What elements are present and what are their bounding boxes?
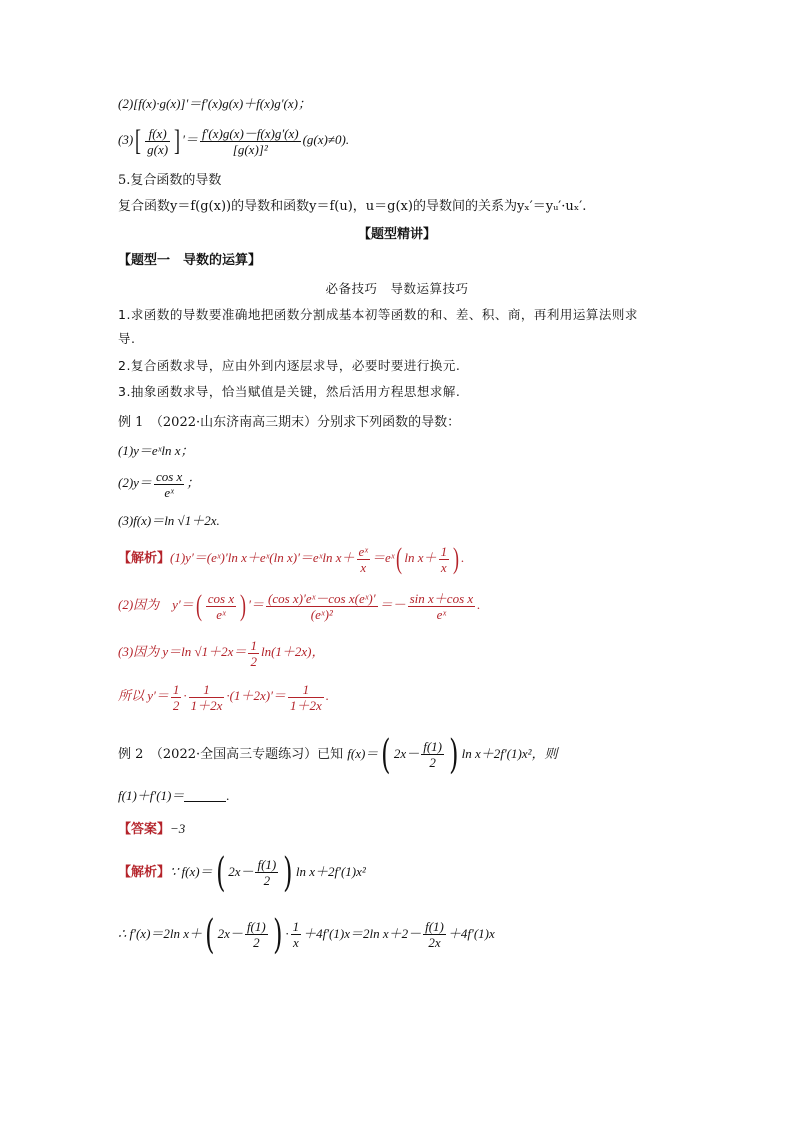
derivative-rule-quotient: (3)[ $\frac{f(x)}{g(x)}$ ] ′＝ $\frac{f'(x)g(x)-f(x)g'(x)}{\text{[g(x)]²}}$ (g(x)≠0). [118,124,350,158]
example1-q3: (3)f(x)＝ln √1＋2x. [118,513,220,528]
example2-solution-2: ∴ f′(x)＝2ln x＋( 2x－ $\frac{f(1)}{2}$ ) · $\frac{1}{x}$ ＋4f′(1)x＝2ln x＋2－ $\frac{f(1)}{2x}$ ＋4f′(1)x [118,911,495,958]
example2-intro: 例 2 （2022·全国高三专题练习）已知 f(x)＝( 2x－ $\frac{f(1)}{2}$ ) ln x＋2f′(1)x²，则 [118,731,558,778]
skill-1-cont: 导. [118,331,136,346]
section-heading-composite: 5.复合函数的导数 [118,173,222,188]
example1-q2: (2)y＝ $\frac{\text{cos x}}{\text{eˣ}}$ ； [118,468,200,500]
skill-2: 2.复合函数求导，应由外到内逐层求导，必要时要进行换元. [118,358,461,373]
skill-1: 1.求函数的导数要准确地把函数分割成基本初等函数的和、差、积、商，再利用运算法则求 [118,307,638,322]
skill-3: 3.抽象函数求导，恰当赋值是关键，然后活用方程思想求解. [118,384,461,399]
skills-title: 必备技巧 导数运算技巧 [325,281,469,296]
example1-intro: 例 1 （2022·山东济南高三期末）分别求下列函数的导数： [118,415,461,430]
section-text-composite: 复合函数y＝f(g(x))的导数和函数y＝f(u)，u＝g(x)的导数间的关系为yₓ′＝yᵤ′·uₓ′. [118,199,587,214]
example2-answer: 【答案】−3 [118,821,186,837]
derivative-rule-product: (2)[f(x)·g(x)]′＝f′(x)g(x)＋f(x)g′(x)； [118,96,311,111]
example1-solution-3: (3)因为 y＝ln √1＋2x＝ $\frac{1}{2}$ ln(1＋2x)， [118,637,325,669]
section-title: 【题型精讲】 [357,227,436,242]
example1-solution-2: (2)因为 y′＝( $\frac{\text{cos x}}{\text{eˣ}}$ ) ′＝ $\frac{\text{(cos x)′eˣ－cos x(eˣ)′}}{\text{(eˣ)²}}$ ＝－ $\frac{\text{sin x＋cos x}}{\text{eˣ}}$ . [118,589,481,623]
answer-blank [184,787,226,802]
example1-q1: (1)y＝eˣln x； [118,443,194,458]
type1-heading: 【题型一 导数的运算】 [118,253,262,268]
example2-solution-1: 【解析】∵ f(x)＝( 2x－ $\frac{f(1)}{2}$ ) ln x＋2f′(1)x² [118,849,366,896]
example2-question: f(1)＋f′(1)＝ . [118,788,230,803]
example1-solution-4: 所以 y′＝ $\frac{1}{2}$ · $\frac{1}{1+2x}$ ·(1＋2x)′＝ $\frac{1}{1+2x}$ . [118,681,329,713]
example1-solution-1: 【解析】(1)y′＝(eˣ)′ln x＋eˣ(ln x)′＝eˣln x＋ $\frac{\text{eˣ}}{x}$ ＝eˣ( ln x＋ $\frac{1}{x}$ ) . [118,542,465,576]
